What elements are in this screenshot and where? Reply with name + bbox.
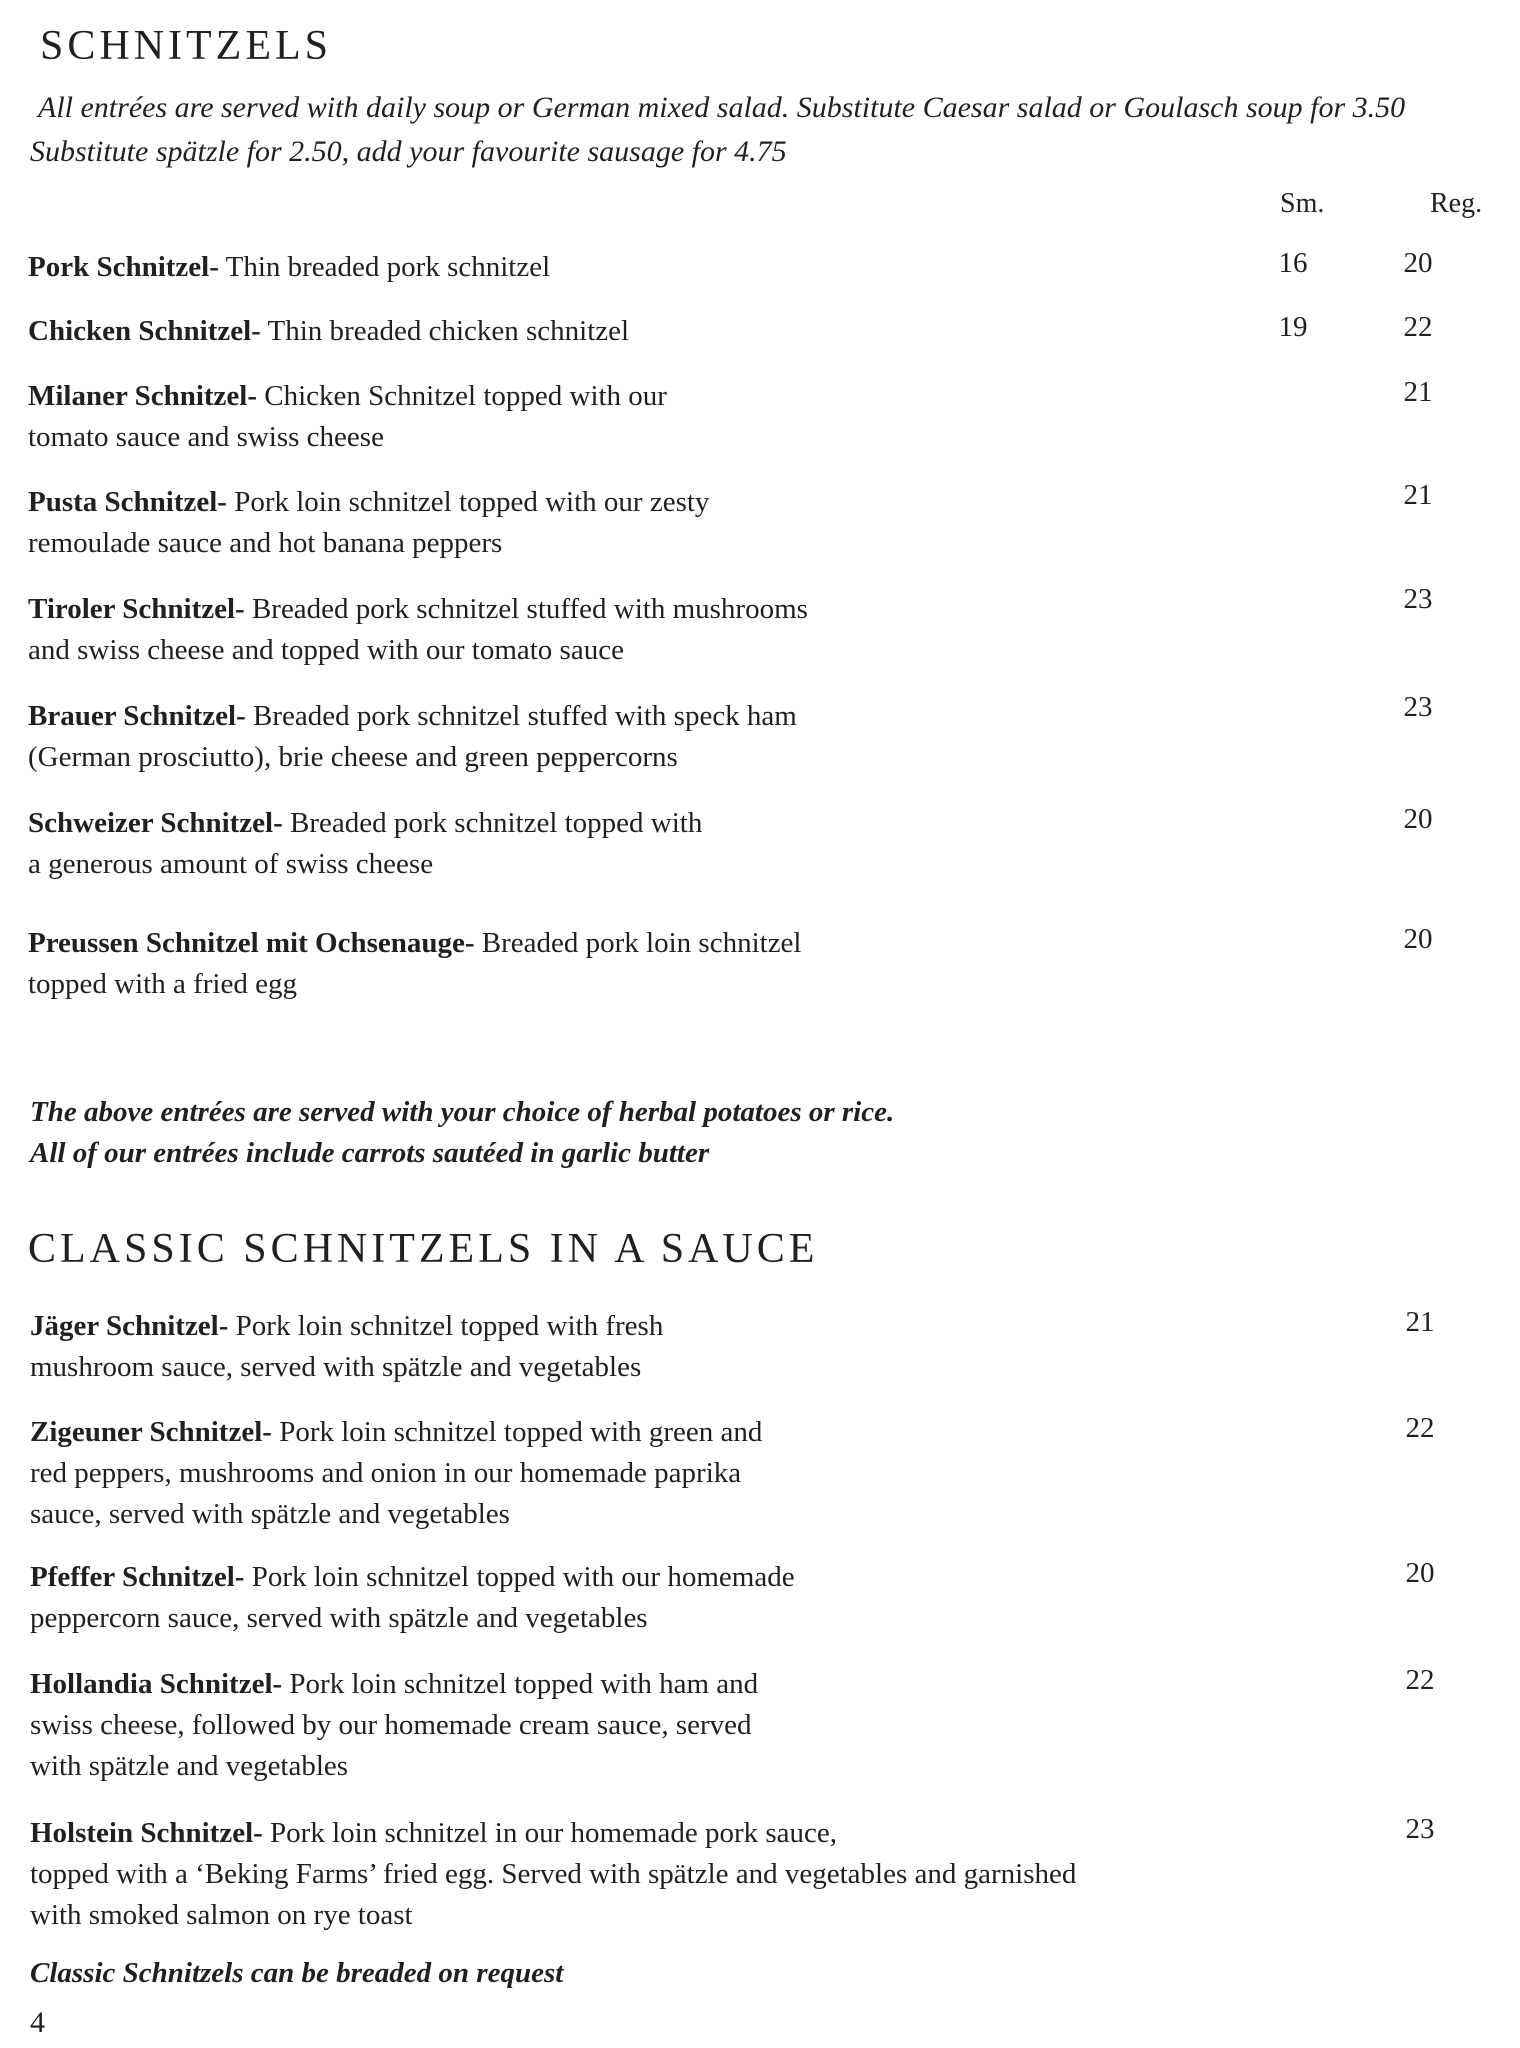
item-description: Pork loin schnitzel topped with our zesty xyxy=(226,486,710,518)
section-note-line-2: All of our entrées include carrots sautéed in garlic butter xyxy=(30,1137,710,1169)
item-name: Zigeuner Schnitzel- xyxy=(30,1416,272,1448)
column-header-regular: Reg. xyxy=(1430,188,1483,219)
price-regular: 22 xyxy=(1403,311,1433,343)
item-description-line-2: topped with a ‘Beking Farms’ fried egg. Served with spätzle and vegetables and garnished xyxy=(30,1858,1077,1890)
item-name: Tiroler Schnitzel- xyxy=(28,593,245,625)
item-description-line-3: with smoked salmon on rye toast xyxy=(30,1899,413,1931)
item-description-line-3: sauce, served with spätzle and vegetables xyxy=(30,1498,510,1530)
menu-item xyxy=(28,247,1178,288)
item-description-line-2: topped with a fried egg xyxy=(28,968,297,1000)
intro-line-1: All entrées are served with daily soup or German mixed salad. Substitute Caesar salad or Goulasch soup for 3.50 xyxy=(38,91,1406,124)
menu-item xyxy=(30,1813,1180,1936)
price-regular: 23 xyxy=(1403,583,1433,615)
section-note: Classic Schnitzels can be breaded on request xyxy=(30,1957,564,1989)
item-description-line-2: peppercorn sauce, served with spätzle and vegetables xyxy=(30,1602,648,1634)
item-description-line-2: a generous amount of swiss cheese xyxy=(28,848,434,880)
price-regular: 21 xyxy=(1405,1306,1435,1338)
item-description: Breaded pork loin schnitzel xyxy=(474,927,802,959)
item-name: Hollandia Schnitzel- xyxy=(30,1668,283,1700)
item-name: Milaner Schnitzel- xyxy=(28,380,258,412)
item-description: Pork loin schnitzel topped with our homemade xyxy=(244,1561,795,1593)
price-small: 16 xyxy=(1278,247,1308,279)
item-description: Chicken Schnitzel topped with our xyxy=(257,380,667,412)
price-regular: 20 xyxy=(1403,247,1433,279)
price-regular: 20 xyxy=(1405,1557,1435,1589)
column-header-small: Sm. xyxy=(1280,188,1325,219)
price-small: 19 xyxy=(1278,311,1308,343)
item-description-line-2: (German prosciutto), brie cheese and green peppercorns xyxy=(28,741,678,773)
price-regular: 22 xyxy=(1405,1664,1435,1696)
menu-item xyxy=(28,311,1178,352)
item-name: Pork Schnitzel- xyxy=(28,251,219,283)
menu-item xyxy=(30,1412,1180,1535)
price-regular: 20 xyxy=(1403,923,1433,955)
item-description: Breaded pork schnitzel stuffed with speck ham xyxy=(245,700,797,732)
price-regular: 20 xyxy=(1403,803,1433,835)
item-name: Brauer Schnitzel- xyxy=(28,700,246,732)
item-description: Thin breaded pork schnitzel xyxy=(218,251,551,283)
item-name: Pusta Schnitzel- xyxy=(28,486,227,518)
menu-item xyxy=(30,1557,1180,1639)
item-description: Pork loin schnitzel topped with fresh xyxy=(228,1310,664,1342)
item-description: Thin breaded chicken schnitzel xyxy=(260,315,630,347)
section-note-line-1: The above entrées are served with your choice of herbal potatoes or rice. xyxy=(30,1096,895,1128)
menu-item xyxy=(28,482,1178,564)
item-name: Holstein Schnitzel- xyxy=(30,1817,263,1849)
price-regular: 22 xyxy=(1405,1412,1435,1444)
item-description-line-2: swiss cheese, followed by our homemade cream sauce, served xyxy=(30,1709,752,1741)
item-name: Jäger Schnitzel- xyxy=(30,1310,229,1342)
item-description-line-2: and swiss cheese and topped with our tomato sauce xyxy=(28,634,624,666)
item-description: Breaded pork schnitzel topped with xyxy=(282,807,703,839)
page-number: 4 xyxy=(30,2006,45,2039)
menu-item xyxy=(28,696,1178,778)
menu-item xyxy=(28,803,1178,885)
item-description: Pork loin schnitzel in our homemade pork sauce, xyxy=(262,1817,838,1849)
item-name: Chicken Schnitzel- xyxy=(28,315,261,347)
item-description: Breaded pork schnitzel stuffed with mushrooms xyxy=(244,593,808,625)
item-description-line-3: with spätzle and vegetables xyxy=(30,1750,349,1782)
item-description-line-2: mushroom sauce, served with spätzle and vegetables xyxy=(30,1351,642,1383)
menu-item xyxy=(30,1664,1180,1787)
price-regular: 21 xyxy=(1403,479,1433,511)
item-description-line-2: remoulade sauce and hot banana peppers xyxy=(28,527,503,559)
menu-item xyxy=(30,1306,1180,1388)
item-description-line-2: red peppers, mushrooms and onion in our homemade paprika xyxy=(30,1457,742,1489)
item-description: Pork loin schnitzel topped with ham and xyxy=(282,1668,759,1700)
price-regular: 23 xyxy=(1405,1813,1435,1845)
section-title-schnitzels: SCHNITZELS xyxy=(40,23,332,69)
item-name: Preussen Schnitzel mit Ochsenauge- xyxy=(28,927,475,959)
menu-item xyxy=(28,376,1178,458)
section-title-classic-schnitzels: CLASSIC SCHNITZELS IN A SAUCE xyxy=(28,1226,819,1272)
item-description-line-2: tomato sauce and swiss cheese xyxy=(28,421,384,453)
item-description: Pork loin schnitzel topped with green and xyxy=(271,1416,763,1448)
price-regular: 21 xyxy=(1403,376,1433,408)
item-name: Schweizer Schnitzel- xyxy=(28,807,283,839)
item-name: Pfeffer Schnitzel- xyxy=(30,1561,245,1593)
price-regular: 23 xyxy=(1403,691,1433,723)
intro-line-2: Substitute spätzle for 2.50, add your favourite sausage for 4.75 xyxy=(30,135,787,168)
menu-item xyxy=(28,923,1178,1005)
menu-item xyxy=(28,589,1178,671)
